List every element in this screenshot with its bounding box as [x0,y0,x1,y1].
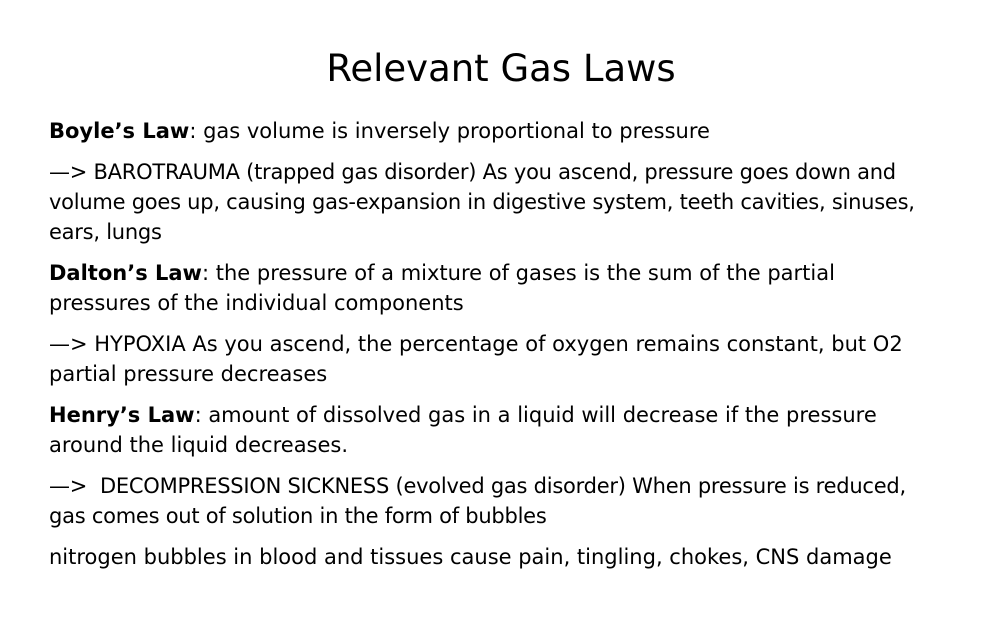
barotrauma-line-2: volume goes up, causing gas-expansion in digestive system, teeth cavities, sinuses, [49,190,915,214]
decompression-line-2: gas comes out of solution in the form of bubbles [49,504,547,528]
daltons-law-definition-2: pressures of the individual components [49,291,464,315]
boyles-law-line [49,116,984,146]
slide-title: Relevant Gas Laws [326,47,676,90]
barotrauma-line-1: —> BAROTRAUMA (trapped gas disorder) As you ascend, pressure goes down and [49,160,896,184]
slide-body [49,116,984,583]
hypoxia-line-1: —> HYPOXIA As you ascend, the percentage of oxygen remains constant, but O2 [49,332,903,356]
daltons-law-term: Dalton’s Law [49,261,202,285]
daltons-law-definition-1: : the pressure of a mixture of gases is the sum of the partial [201,261,835,285]
henrys-law-definition-2: around the liquid decreases. [49,433,349,457]
henrys-law-term: Henry’s Law [49,403,195,427]
henrys-law-definition-1: : amount of dissolved gas in a liquid will decrease if the pressure [194,403,877,427]
decompression-line-1: —> DECOMPRESSION SICKNESS (evolved gas disorder) When pressure is reduced, [49,474,906,498]
daltons-law-line-1 [49,258,984,288]
boyles-law-paragraph [49,116,984,146]
boyles-law-term: Boyle’s Law [49,119,190,143]
hypoxia-paragraph [49,329,984,389]
decompression-paragraph [49,471,984,531]
daltons-law-paragraph [49,258,984,318]
henrys-law-line-1 [49,400,984,430]
barotrauma-line-3: ears, lungs [49,220,162,244]
barotrauma-paragraph [49,157,984,247]
henrys-law-paragraph [49,400,984,460]
nitrogen-paragraph [49,542,984,572]
nitrogen-line-1: nitrogen bubbles in blood and tissues cause pain, tingling, chokes, CNS damage [49,545,892,569]
hypoxia-line-2: partial pressure decreases [49,362,328,386]
boyles-law-definition: : gas volume is inversely proportional to pressure [189,119,710,143]
